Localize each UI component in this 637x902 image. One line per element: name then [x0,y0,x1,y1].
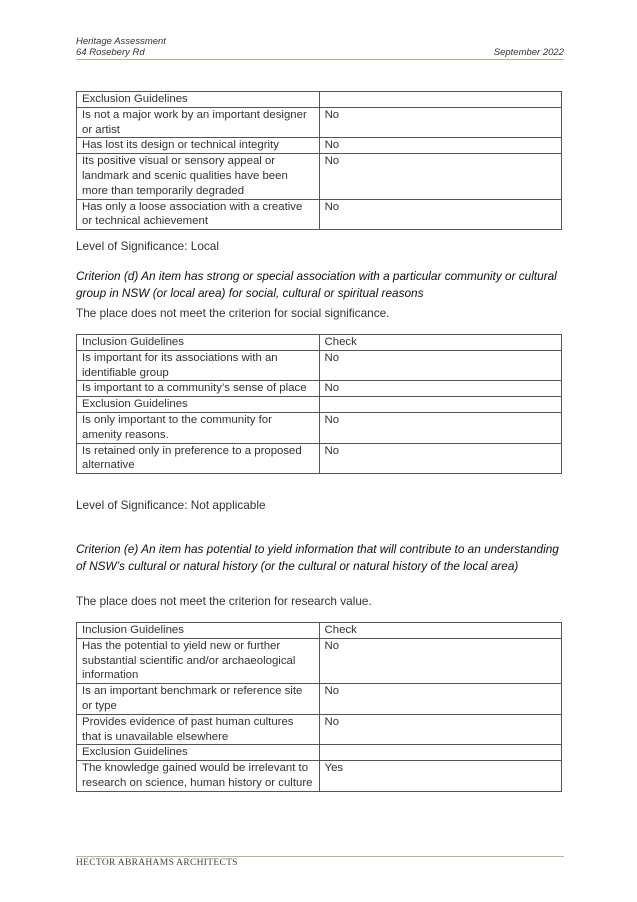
header-divider [76,59,564,60]
criterion-e-statement: The place does not meet the criterion for research value. [76,594,372,608]
header-title: Heritage Assessment [76,36,166,47]
table-row [77,745,562,761]
criterion-d-significance: Level of Significance: Not applicable [76,498,266,512]
table-cell-value: No [319,350,561,381]
table-row [77,761,562,792]
table-cell-label: Is important to a community’s sense of place [77,381,320,397]
table-row [77,107,562,138]
table-row [77,443,562,474]
table-cell-label: Its positive visual or sensory appeal or landmark and scenic qualities have been more than temporarily degraded [77,154,320,199]
table-cell-value: Yes [319,761,561,792]
criterion-e-table [76,622,562,792]
significance-level: Level of Significance: Local [76,239,219,253]
table-cell-label: Is important for its associations with an identifiable group [77,350,320,381]
table-cell-label: Has the potential to yield new or further substantial scientific and/or archaeological information [77,638,320,683]
table-cell-label: Inclusion Guidelines [77,335,320,351]
table-row [77,381,562,397]
table-cell-value [319,745,561,761]
table-cell-label: Is retained only in preference to a proposed alternative [77,443,320,474]
table-cell-value: No [319,107,561,138]
table-row [77,199,562,230]
table-cell-value: No [319,381,561,397]
table-cell-value: No [319,714,561,745]
table-cell-label: Has only a loose association with a creative or technical achievement [77,199,320,230]
table-cell-value [319,397,561,413]
exclusion-table-c [76,91,562,230]
table-cell-value [319,92,561,108]
table-cell-label: Exclusion Guidelines [77,92,320,108]
table-cell-label: Is only important to the community for amenity reasons. [77,412,320,443]
header-address: 64 Rosebery Rd [76,47,145,58]
criterion-d-heading: Criterion (d) An item has strong or special association with a particular community or cultural group in NSW (or local area) for social, cultural or spiritual reasons [76,269,557,300]
table-cell-value: No [319,199,561,230]
table-row [77,335,562,351]
table-cell-value: Check [319,623,561,639]
header-title-block [76,36,166,58]
header-date: September 2022 [493,47,564,58]
table-row [77,350,562,381]
table-cell-value: No [319,154,561,199]
table-cell-label: Provides evidence of past human cultures that is unavailable elsewhere [77,714,320,745]
table-cell-value: No [319,412,561,443]
table-cell-label: Exclusion Guidelines [77,397,320,413]
table-cell-value: No [319,138,561,154]
table-cell-label: Is not a major work by an important designer or artist [77,107,320,138]
table-cell-label: Exclusion Guidelines [77,745,320,761]
table-cell-label: Has lost its design or technical integrity [77,138,320,154]
table-row [77,412,562,443]
table-cell-value: No [319,638,561,683]
table-row [77,684,562,715]
table-row [77,92,562,108]
table-row [77,154,562,199]
table-cell-label: The knowledge gained would be irrelevant to research on science, human history or culture [77,761,320,792]
table-cell-value: No [319,684,561,715]
criterion-e-heading: Criterion (e) An item has potential to yield information that will contribute to an understanding of NSW’s cultural or natural history (or the cultural or natural history of the local area) [76,542,559,573]
table-row [77,638,562,683]
table-cell-label: Inclusion Guidelines [77,623,320,639]
table-row [77,714,562,745]
table-cell-label: Is an important benchmark or reference site or type [77,684,320,715]
table-row [77,623,562,639]
footer-firm-name: HECTOR ABRAHAMS ARCHITECTS [76,858,238,868]
criterion-d-table [76,334,562,474]
criterion-d-statement: The place does not meet the criterion for social significance. [76,306,390,320]
table-cell-value: No [319,443,561,474]
table-row [77,397,562,413]
footer-divider [76,856,564,857]
table-cell-value: Check [319,335,561,351]
table-row [77,138,562,154]
